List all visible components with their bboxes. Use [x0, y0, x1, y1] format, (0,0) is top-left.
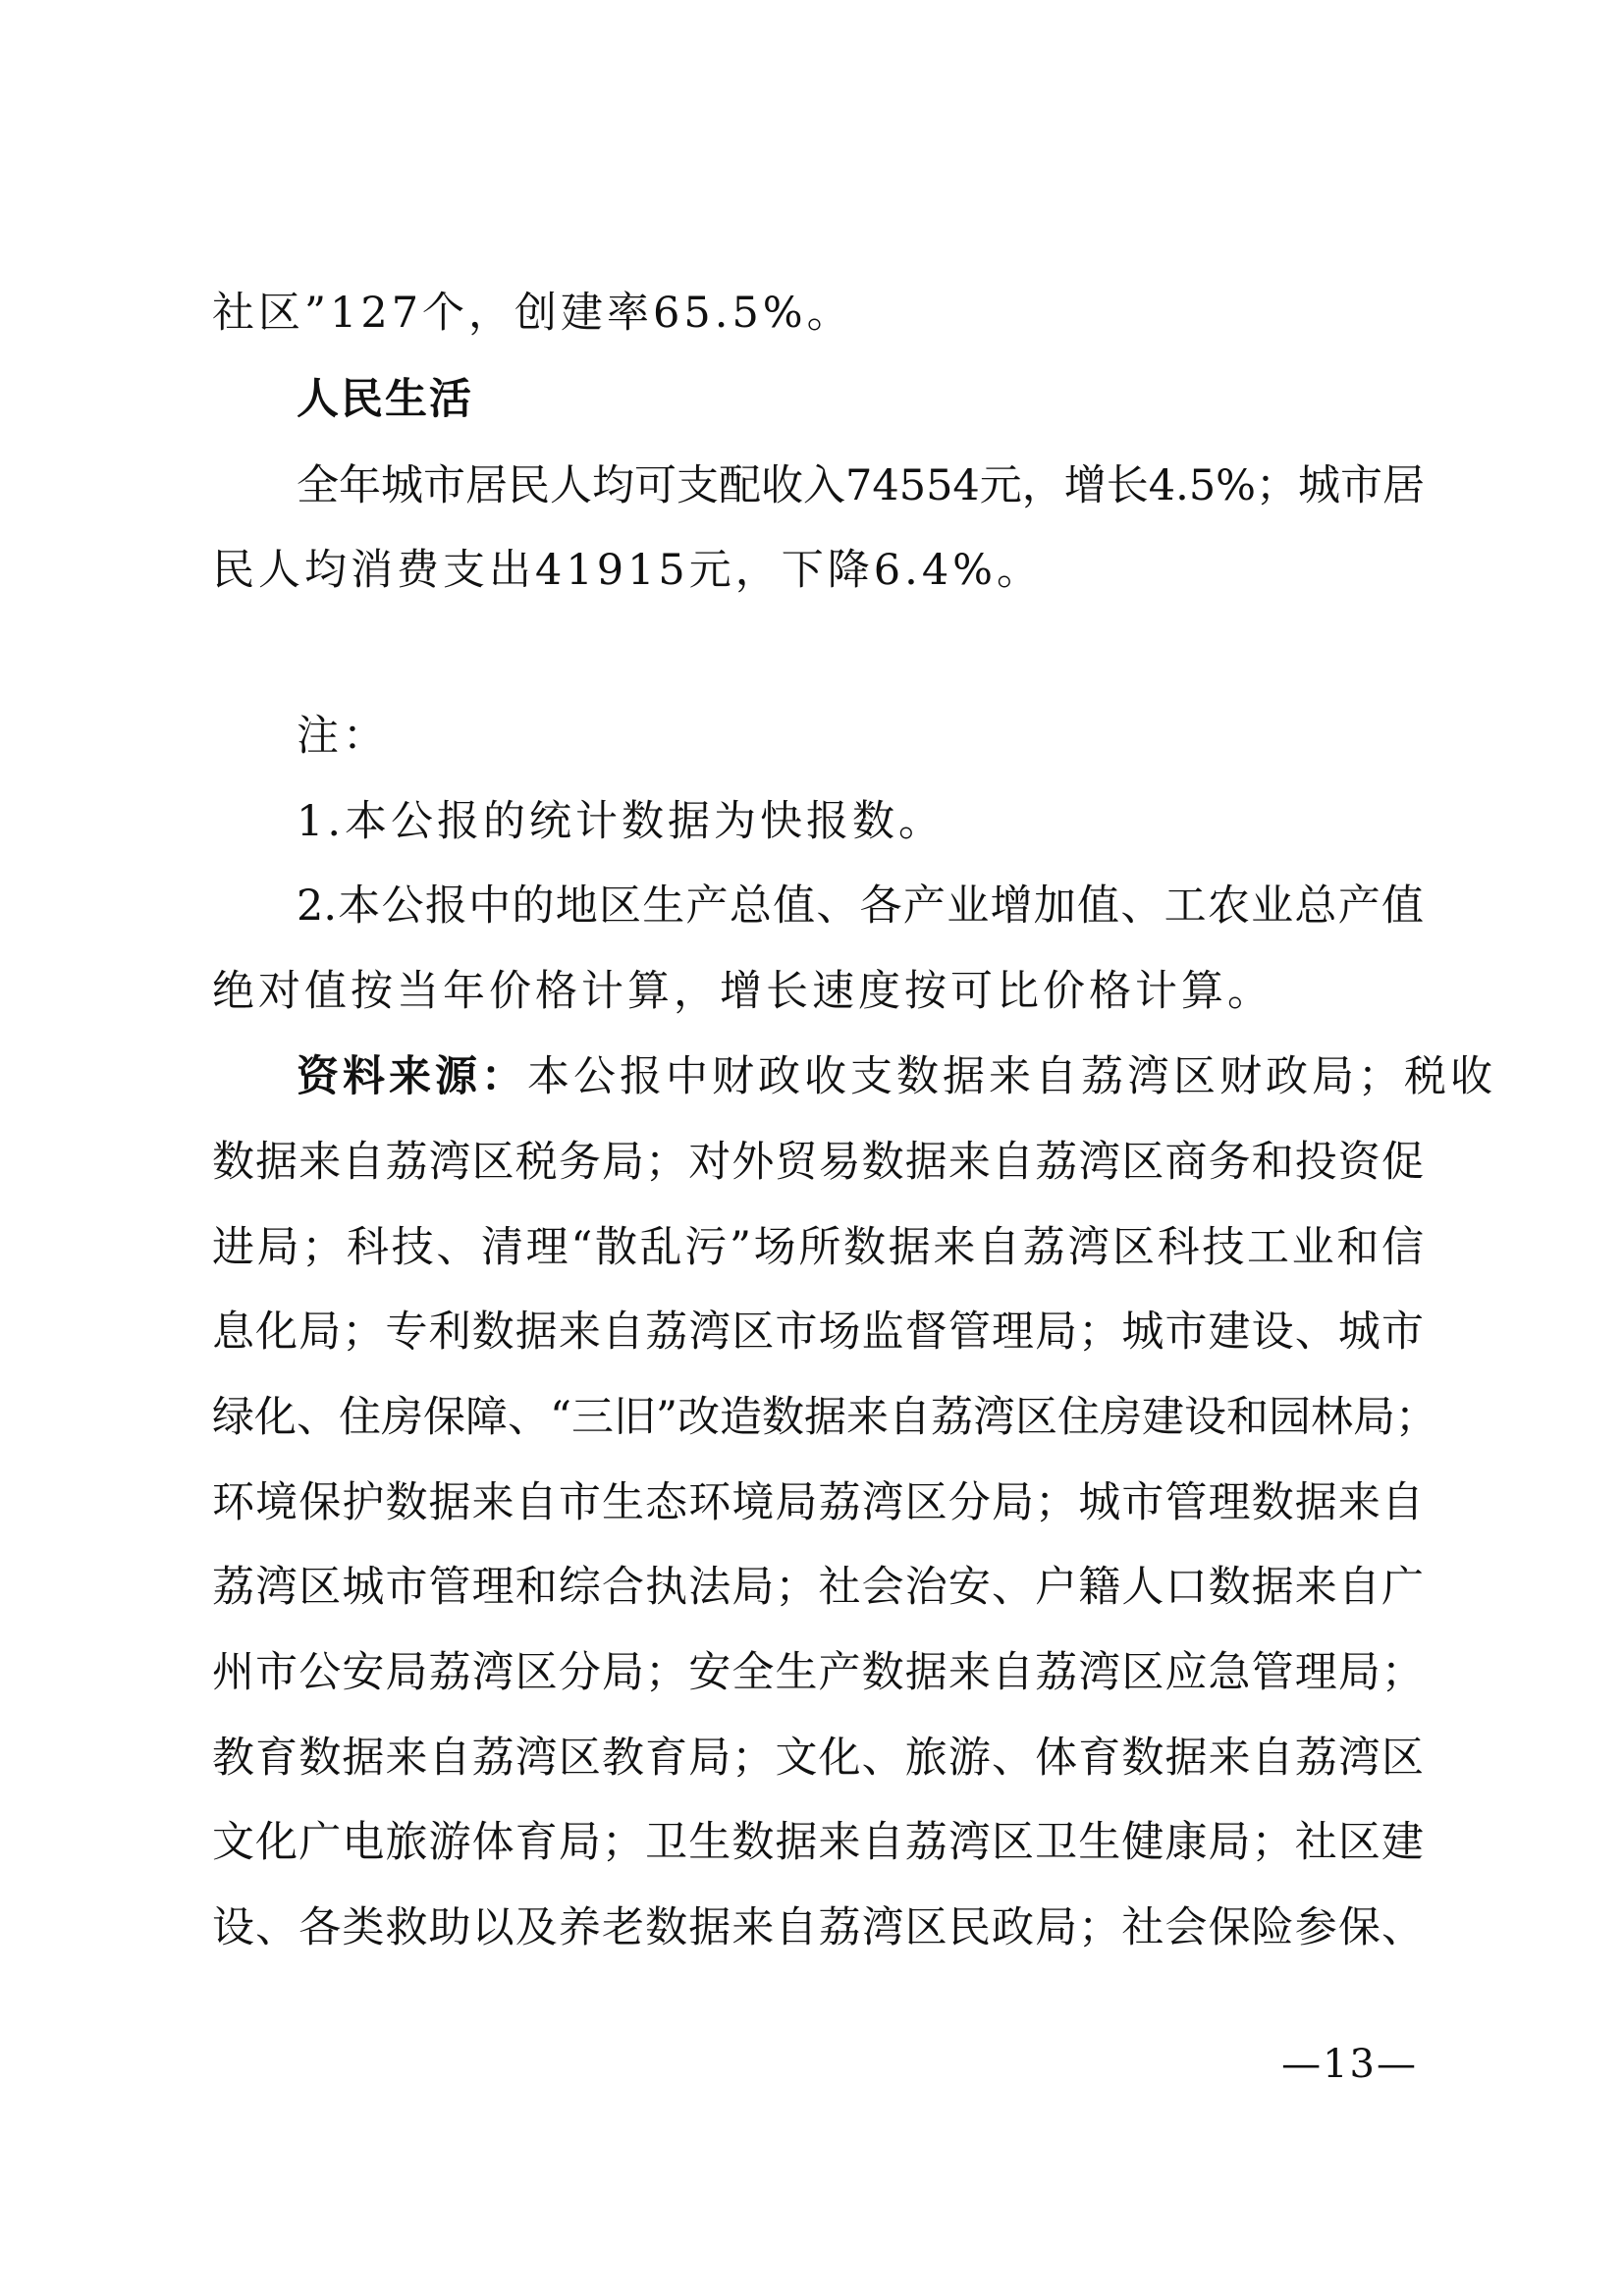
paragraph-line: 荔湾区城市管理和综合执法局；社会治安、户籍人口数据来自广: [212, 1563, 1424, 1612]
paragraph-line: 设、各类救助以及养老数据来自荔湾区民政局；社会保险参保、: [212, 1903, 1424, 1952]
paragraph-line: 环境保护数据来自市生态环境局荔湾区分局；城市管理数据来自: [212, 1478, 1424, 1527]
source-paragraph-first-line: [297, 1052, 1514, 1101]
note-item: 1.本公报的统计数据为快报数。: [297, 797, 946, 846]
paragraph-line: 教育数据来自荔湾区教育局；文化、旅游、体育数据来自荔湾区: [212, 1734, 1424, 1783]
source-label: 资料来源：: [297, 1052, 527, 1101]
paragraph-line: 州市公安局荔湾区分局；安全生产数据来自荔湾区应急管理局；: [212, 1648, 1424, 1697]
source-text: 本公报中财政收支数据来自荔湾区财政局；税收: [527, 1052, 1496, 1101]
note-item: 2.本公报中的地区生产总值、各产业增加值、工农业总产值: [297, 881, 1424, 931]
paragraph-line: 民人均消费支出41915元，下降6.4%。: [212, 546, 1044, 595]
paragraph-line: 全年城市居民人均可支配收入74554元，增长4.5%；城市居: [297, 461, 1426, 510]
paragraph-line: 绿化、住房保障、“三旧”改造数据来自荔湾区住房建设和园林局；: [212, 1393, 1437, 1442]
paragraph-line: 绝对值按当年价格计算，增长速度按可比价格计算。: [212, 967, 1273, 1016]
paragraph-line: 数据来自荔湾区税务局；对外贸易数据来自荔湾区商务和投资促: [212, 1138, 1424, 1187]
paragraph-line: 文化广电旅游体育局；卫生数据来自荔湾区卫生健康局；社区建: [212, 1818, 1424, 1867]
note-label: 注：: [297, 712, 389, 761]
paragraph-line: 息化局；专利数据来自荔湾区市场监督管理局；城市建设、城市: [212, 1308, 1424, 1357]
section-heading: 人民生活: [297, 375, 473, 424]
page-number: —13—: [1281, 2042, 1418, 2087]
paragraph-line: 社区”127个，创建率65.5%。: [212, 289, 853, 338]
paragraph-line: 进局；科技、清理“散乱污”场所数据来自荔湾区科技工业和信: [212, 1223, 1424, 1272]
